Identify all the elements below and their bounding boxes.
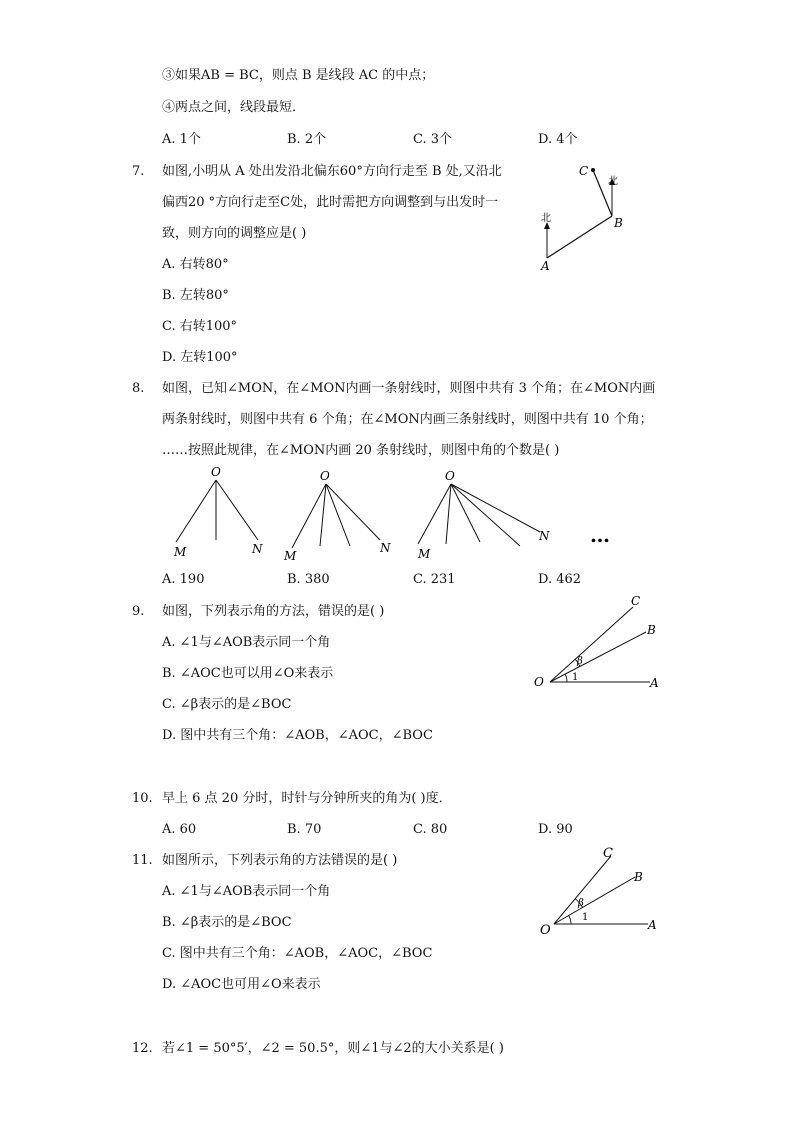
- label-o: O: [540, 923, 551, 938]
- q9-option-c: C. ∠β表示的是∠BOC: [162, 697, 292, 712]
- label-m: M: [284, 549, 297, 563]
- q11-option-a: A. ∠1与∠AOB表示同一个角: [162, 884, 331, 899]
- label-a: A: [541, 259, 550, 273]
- arc-angle-1: [565, 674, 567, 682]
- q8-option-c: C. 231: [413, 572, 456, 587]
- q6-option-c: C. 3个: [413, 132, 453, 147]
- q7-direction-figure: [530, 158, 640, 278]
- q9-angle-figure: [530, 590, 670, 700]
- q11-stem: 如图所示，下列表示角的方法错误的是( ): [162, 853, 398, 868]
- q8-option-d: D. 462: [538, 572, 582, 587]
- q7-number: 7.: [132, 164, 145, 179]
- label-m: M: [418, 547, 431, 561]
- q7-stem-line-3: 致，则方向的调整应是( ): [162, 226, 307, 241]
- q8-stem-line-3: ……按照此规律，在∠MON内画 20 条射线时，则图中角的个数是( ): [162, 443, 560, 458]
- q9-stem: 如图，下列表示角的方法，错误的是( ): [162, 604, 385, 619]
- q11-option-d: D. ∠AOC也可用∠O来表示: [162, 977, 321, 992]
- q6-item-4: ④两点之间，线段最短．: [162, 100, 306, 115]
- panel-two-rays: [283, 469, 391, 563]
- q6-option-d: D. 4个: [538, 132, 578, 147]
- label-1: 1: [582, 912, 589, 923]
- label-a: A: [648, 918, 657, 932]
- q12-number: 12.: [132, 1041, 153, 1056]
- label-c: C: [603, 846, 613, 861]
- ray-oc: [550, 607, 633, 682]
- q8-rays-figure: [160, 460, 630, 565]
- label-n: N: [380, 541, 391, 555]
- q10-option-c: C. 80: [413, 822, 448, 837]
- label-m: M: [174, 545, 187, 559]
- q11-number: 11.: [132, 853, 153, 868]
- label-b: B: [614, 216, 623, 230]
- q10-option-b: B. 70: [287, 822, 322, 837]
- q9-option-a: A. ∠1与∠AOB表示同一个角: [162, 635, 331, 650]
- q10-option-d: D. 90: [538, 822, 573, 837]
- label-b: B: [634, 870, 643, 884]
- q8-option-b: B. 380: [287, 572, 330, 587]
- label-b: B: [647, 623, 656, 637]
- q11-option-b: B. ∠β表示的是∠BOC: [162, 915, 292, 930]
- panel-one-ray: [173, 465, 263, 559]
- label-o: O: [534, 675, 544, 689]
- q7-stem-line-1: 如图,小明从 A 处出发沿北偏东60°方向行走至 B 处,又沿北: [162, 164, 502, 179]
- q6-option-a: A. 1个: [162, 132, 201, 147]
- q7-option-a: A. 右转80°: [162, 257, 229, 272]
- point-c-dot: [591, 168, 595, 172]
- q10-option-a: A. 60: [162, 822, 197, 837]
- q7-option-c: C. 右转100°: [162, 319, 238, 334]
- q6-item-3: ③如果AB = BC，则点 B 是线段 AC 的中点；: [162, 68, 435, 83]
- label-c: C: [579, 164, 589, 178]
- continuation-dots: …: [590, 523, 610, 547]
- label-o: O: [211, 465, 221, 479]
- q6-option-b: B. 2个: [287, 132, 327, 147]
- q8-option-a: A. 190: [162, 572, 205, 587]
- q10-stem: 早上 6 点 20 分时，时针与分钟所夹的角为( )度．: [162, 791, 452, 806]
- label-o: O: [320, 469, 330, 483]
- label-1: 1: [572, 672, 579, 683]
- north-label-b: 北: [608, 176, 618, 187]
- label-c: C: [631, 594, 641, 608]
- label-n: N: [252, 542, 263, 556]
- q7-option-b: B. 左转80°: [162, 288, 229, 303]
- q8-stem-line-2: 两条射线时，则图中共有 6 个角；在∠MON内画三条射线时，则图中共有 10 个角；: [162, 412, 653, 427]
- path-a-to-b: [547, 216, 612, 258]
- q8-number: 8.: [132, 381, 145, 396]
- label-a: A: [650, 676, 659, 690]
- label-beta: β: [578, 898, 584, 909]
- q7-option-d: D. 左转100°: [162, 350, 238, 365]
- q11-option-c: C. 图中共有三个角：∠AOB，∠AOC，∠BOC: [162, 946, 433, 961]
- q8-stem-line-1: 如图，已知∠MON，在∠MON内画一条射线时，则图中共有 3 个角；在∠MON内画: [162, 381, 656, 396]
- q11-angle-figure: [536, 840, 666, 945]
- north-label-a: 北: [541, 213, 551, 224]
- q9-option-d: D. 图中共有三个角：∠AOB，∠AOC，∠BOC: [162, 728, 433, 743]
- q10-number: 10.: [132, 791, 153, 806]
- q7-stem-line-2: 偏西20 °方向行走至C处，此时需把方向调整到与出发时一: [162, 195, 499, 210]
- q9-option-b: B. ∠AOC也可以用∠O来表示: [162, 666, 334, 681]
- label-n: N: [539, 529, 550, 543]
- label-beta: β: [577, 656, 583, 667]
- ray-ob: [554, 877, 635, 924]
- q9-number: 9.: [132, 604, 145, 619]
- ray-ob: [550, 632, 646, 682]
- label-o: O: [445, 469, 455, 483]
- q12-stem: 若∠1 = 50°5′，∠2 = 50.5°，则∠1与∠2的大小关系是( ): [162, 1041, 504, 1056]
- panel-three-rays: [417, 469, 550, 561]
- arc-angle-1: [569, 916, 571, 925]
